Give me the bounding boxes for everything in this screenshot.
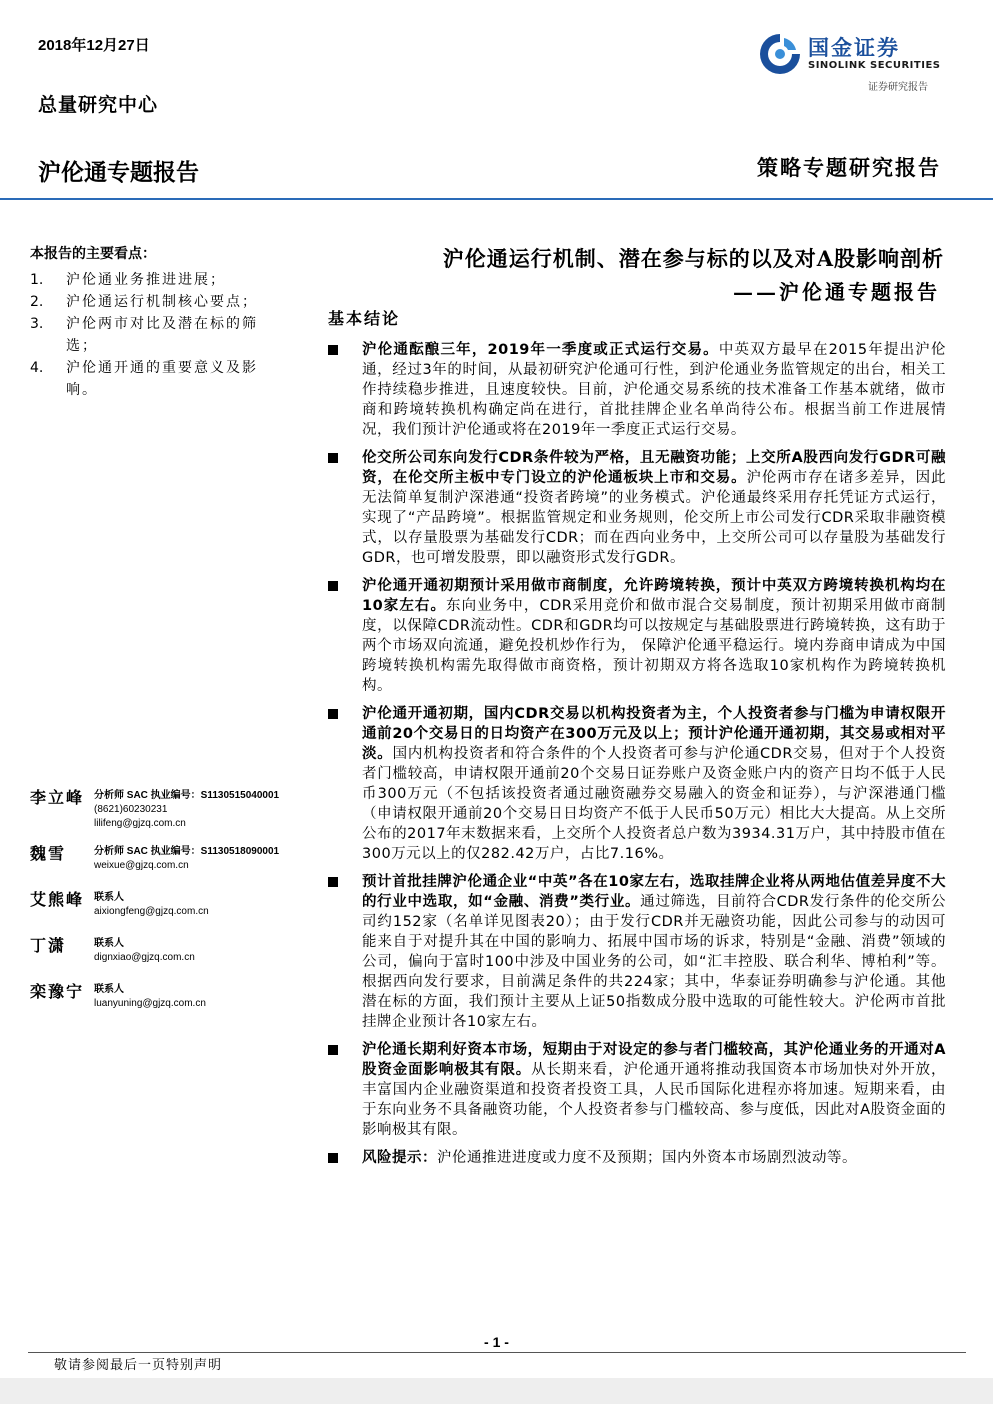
bullet-text: 中英双方最早在2015年提出沪伦通，经过3年的时间，从最初研究沪伦通可行性，到沪伦通业务监管规定的出台，相关工作持续稳步推进，且速度较快。目前，沪伦通交易系统的技术准备工作基本就绪，做市商和跨境转换机构确定尚在进行，首批挂牌企业名单尚待公布。根据当前工作进展情况，我们预计沪伦通或将在2019年一季度正式运行交易。 [362, 342, 946, 438]
footer-divider [28, 1352, 966, 1353]
analyst-role: 分析师 SAC 执业编号：S1130518090001 [94, 846, 280, 857]
square-bullet-icon [328, 1153, 338, 1163]
key-points-panel [30, 243, 270, 401]
bullet-heading: 伦交所公司东向发行CDR条件较为严格，且无融资功能；上交所A股西向发行GDR可融资，在伦交所主板中专门设立的沪伦通板块上市和交易。 [362, 450, 946, 486]
bullet-text: 沪伦通推进进度或力度不及预期；国内外资本市场剧烈波动等。 [437, 1150, 857, 1166]
bullet-heading: 沪伦通开通初期，国内CDR交易以机构投资者为主，个人投资者参与门槛为申请权限开通前20个交易日的日均资产在300万元及以上；预计沪伦通开通初期，其交易或相对平淡。 [362, 706, 946, 762]
bullet-heading: 沪伦通长期利好资本市场，短期由于对设定的参与者门槛较高，其沪伦通业务的开通对A股资金面影响极其有限。 [362, 1042, 946, 1078]
analyst-role: 分析师 SAC 执业编号：S1130515040001 [94, 790, 280, 801]
list-item [326, 576, 946, 696]
square-bullet-icon [328, 877, 338, 887]
page-bottom-band [0, 1378, 993, 1404]
section-heading: 基本结论 [328, 309, 401, 328]
logo-subtitle: 证券研究报告 [868, 82, 928, 93]
analyst-name: 李立峰 [30, 788, 85, 807]
list-item-number: 1. [30, 272, 44, 288]
bullet-text: 国内机构投资者和符合条件的个人投资者可参与沪伦通CDR交易，但对于个人投资者门槛较高，申请权限开通前20个交易日证券账户及资金账户内的资产日均不低于人民币300万元（不包括该投资者通过融资融券交易融入的资金和证券），与沪深港通门槛（申请权限开通前20个交易日日均资产不低于人民币50万元）相比大大提高。从上交所公布的2017年末数据来看，上交所个人投资者总户数为3934.31万户，其中持股市值在300万元以上的仅282.42万户，占比7.16%。 [362, 746, 946, 862]
list-item [326, 1040, 946, 1140]
analyst-entry [30, 887, 310, 919]
bullet-text: 通过筛选，目前符合CDR发行条件的伦交所公司约152家（名单详见图表20）；由于发行CDR并无融资功能，因此公司参与的动因可能来自于对提升其在中国的影响力、拓展中国市场的诉求，特别是“金融、消费”领域的公司，偏向于富时100中涉及中国业务的公司，如“汇丰控股、联合利华、博柏利”等。根据西向发行要求，目前满足条件的共224家；其中，华泰证券明确参与沪伦通。其他潜在标的方面，我们预计主要从上证50指数成分股中选取的可能性较大。沪伦两市首批挂牌企业预计各10家左右。 [362, 894, 946, 1030]
bullet-text: 东向业务中，CDR采用竞价和做市混合交易制度，预计初期采用做市商制度，以保障CDR流动性。CDR和GDR均可以按规定与基础股票进行跨境转换，这有助于两个市场双向流通，避免投机炒作行为， 保障沪伦通平稳运行。境内券商申请成为中国跨境转换机构需先取得做市商资格，预计初期双方将各选取10家机构作为跨境转换机构。 [362, 598, 946, 694]
list-item-text: 沪伦通运行机制核心要点； [66, 294, 258, 310]
logo-english-name: SINOLINK SECURITIES [808, 60, 941, 71]
bullet-text: 沪伦两市存在诸多差异，因此无法简单复制沪深港通“投资者跨境”的业务模式。沪伦通最终采用存托凭证方式运行，实现了“产品跨境”。根据监管规定和业务规则，伦交所上市公司发行CDR采取非融资模式，以存量股票为基础发行CDR；而在西向业务中，上交所公司可以存量股为基础发行GDR，也可增发股票，即以融资形式发行GDR。 [362, 470, 947, 566]
analyst-email[interactable]: weixue@gjzq.com.cn [94, 860, 189, 871]
list-item-text: 沪伦通开通的重要意义及影响。 [66, 360, 258, 398]
logo-mark-icon [756, 30, 804, 78]
page-number: - 1 - [484, 1334, 509, 1350]
analyst-entry [30, 933, 310, 965]
square-bullet-icon [328, 453, 338, 463]
logo-chinese-name: 国金证券 [808, 36, 900, 60]
list-item [326, 1148, 946, 1168]
key-points-title: 本报告的主要看点： [30, 246, 156, 262]
analyst-role: 联系人 [94, 938, 124, 949]
analyst-phone: (8621)60230231 [94, 804, 168, 815]
analyst-email[interactable]: luanyuning@gjzq.com.cn [94, 998, 206, 1009]
analyst-entry [30, 979, 310, 1011]
report-title: 沪伦通运行机制、潜在参与标的以及对A股影响剖析 [442, 246, 944, 271]
list-item [326, 448, 946, 568]
list-item-number: 4. [30, 360, 44, 376]
report-subtitle: ——沪伦通专题报告 [733, 280, 940, 304]
list-item [326, 340, 946, 440]
analyst-name: 丁潇 [30, 936, 67, 955]
analyst-list [30, 785, 310, 1021]
list-item-number: 2. [30, 294, 44, 310]
analyst-email[interactable]: dignxiao@gjzq.com.cn [94, 952, 195, 963]
company-logo [756, 30, 804, 78]
analyst-entry [30, 841, 310, 873]
analyst-name: 魏雪 [30, 844, 67, 863]
list-item-text: 沪伦通业务推进进展； [66, 272, 226, 288]
list-item [30, 291, 270, 313]
bullet-heading: 风险提示： [362, 1150, 437, 1166]
list-item-number: 3. [30, 316, 44, 332]
analyst-entry [30, 785, 310, 831]
analyst-role: 联系人 [94, 984, 124, 995]
list-item [326, 704, 946, 864]
list-item [30, 313, 270, 357]
conclusion-list [326, 340, 946, 1176]
analyst-role: 联系人 [94, 892, 124, 903]
square-bullet-icon [328, 345, 338, 355]
square-bullet-icon [328, 1045, 338, 1055]
list-item [30, 357, 270, 401]
bullet-text: 从长期来看，沪伦通开通将推动我国资本市场加快对外开放，丰富国内企业融资渠道和投资者投资工具，人民币国际化进程亦将加速。短期来看，由于东向业务不具备融资功能，个人投资者参与门槛较高、参与度低，因此对A股资金面的影响极其有限。 [362, 1062, 947, 1138]
analyst-name: 艾熊峰 [30, 890, 85, 909]
report-date: 2018年12月27日 [38, 37, 150, 54]
list-item [30, 269, 270, 291]
analyst-email[interactable]: lilifeng@gjzq.com.cn [94, 818, 186, 829]
header-divider [0, 198, 993, 200]
bullet-heading: 沪伦通开通初期预计采用做市商制度，允许跨境转换，预计中英双方跨境转换机构均在10家左右。 [362, 578, 946, 614]
analyst-email[interactable]: aixiongfeng@gjzq.com.cn [94, 906, 209, 917]
bullet-heading: 预计首批挂牌沪伦通企业“中英”各在10家左右，选取挂牌企业将从两地估值差异度不大的行业中选取，如“金融、消费”类行业。 [362, 874, 946, 910]
analyst-name: 栾豫宁 [30, 982, 85, 1001]
list-item-text: 沪伦两市对比及潜在标的筛选； [66, 316, 258, 354]
report-series-title: 沪伦通专题报告 [38, 160, 199, 186]
research-center: 总量研究中心 [38, 94, 159, 116]
report-category: 策略专题研究报告 [757, 155, 941, 180]
square-bullet-icon [328, 581, 338, 591]
key-points-list [30, 269, 270, 401]
square-bullet-icon [328, 709, 338, 719]
disclaimer-note: 敬请参阅最后一页特别声明 [54, 1358, 223, 1373]
list-item [326, 872, 946, 1032]
bullet-heading: 沪伦通酝酿三年，2019年一季度或正式运行交易。 [362, 342, 719, 358]
